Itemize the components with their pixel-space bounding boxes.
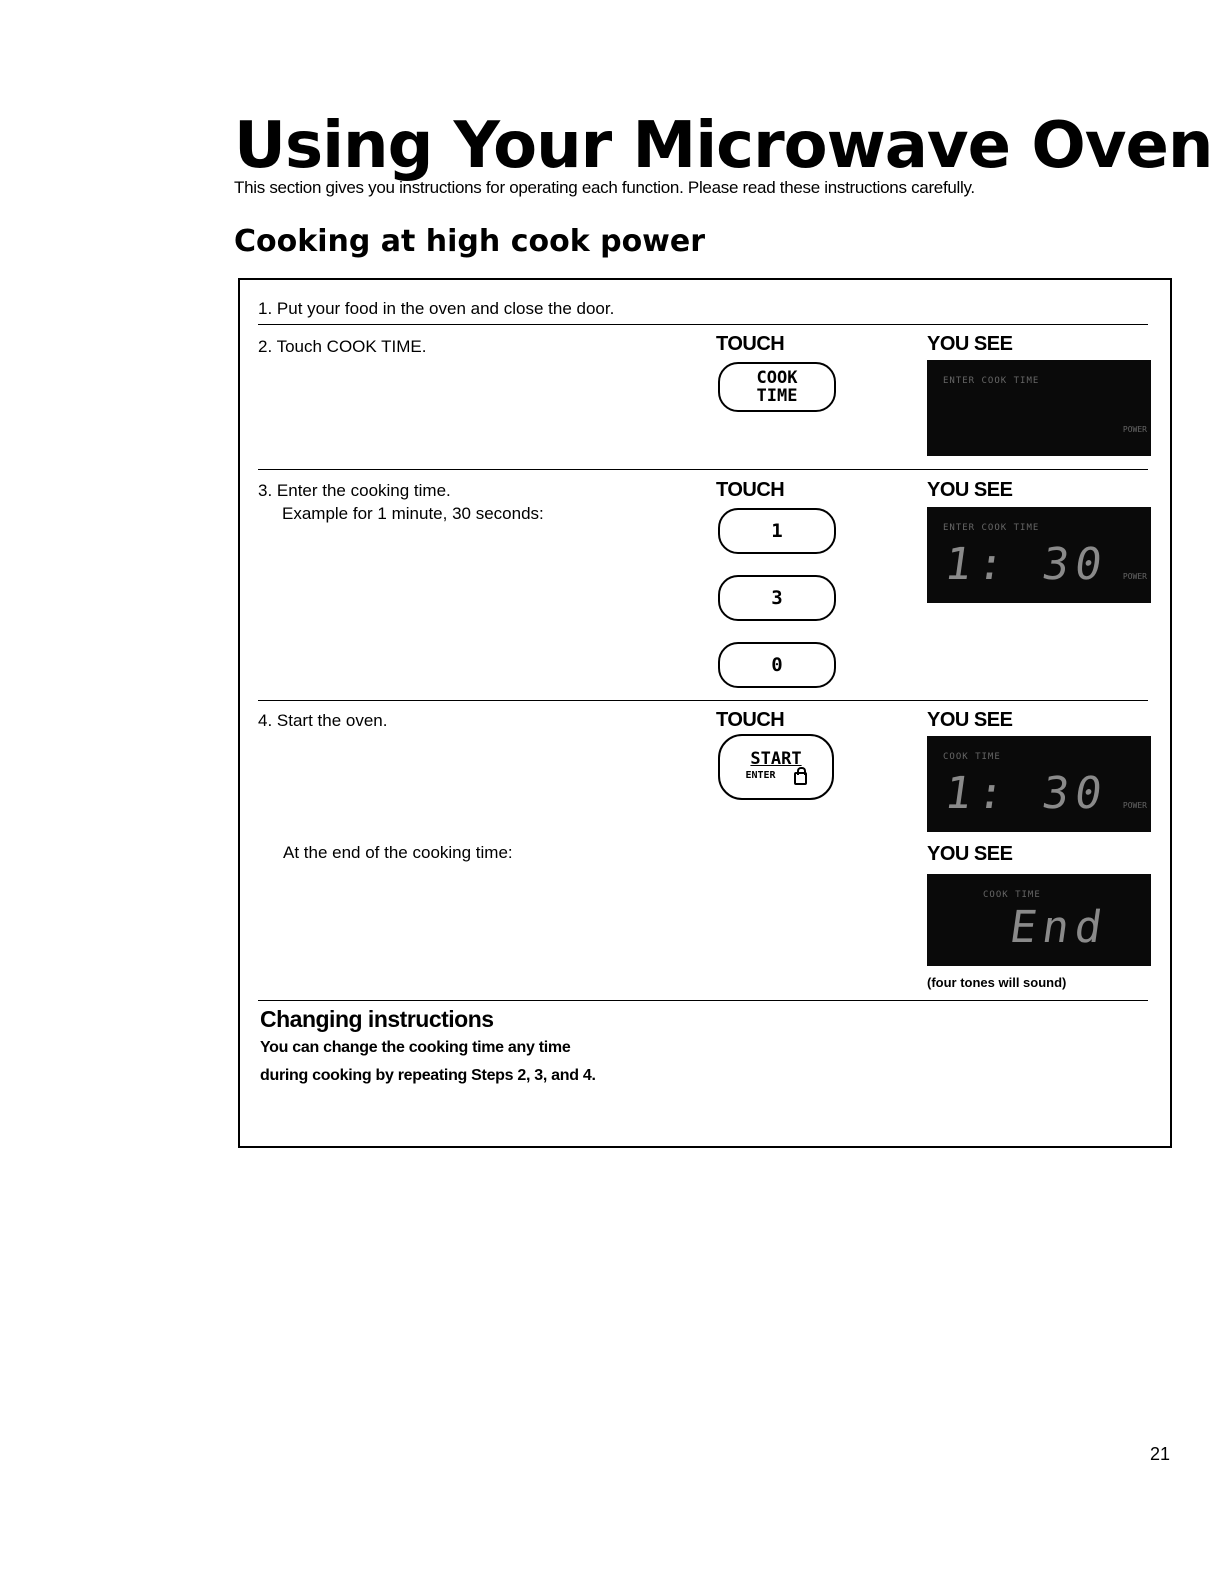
- step-3-text: 3. Enter the cooking time.: [258, 481, 451, 500]
- step-4-text: 4. Start the oven.: [258, 711, 388, 730]
- digit-1-key[interactable]: [718, 508, 836, 554]
- digit-1-key-label: 1: [771, 519, 783, 542]
- display-step-3: [927, 507, 1151, 603]
- lock-icon: [794, 772, 807, 785]
- touch-heading: TOUCH: [716, 333, 785, 355]
- divider: [258, 700, 1148, 701]
- section-title: Cooking at high cook power: [234, 224, 706, 259]
- display-power-indicator: POWER: [1122, 801, 1147, 810]
- divider: [258, 469, 1148, 470]
- display-end: [927, 874, 1151, 966]
- tones-note: (four tones will sound): [927, 975, 1067, 990]
- page-subtitle: This section gives you instructions for operating each function. Please read these instructions carefully.: [234, 178, 975, 197]
- display-indicators: COOK TIME: [983, 890, 1041, 900]
- cook-time-key[interactable]: [718, 362, 836, 412]
- display-indicators: ENTER COOK TIME: [943, 523, 1040, 533]
- step-3-example: Example for 1 minute, 30 seconds:: [282, 504, 544, 523]
- you-see-heading: YOU SEE: [927, 333, 1013, 355]
- changing-line-1: You can change the cooking time any time: [260, 1039, 571, 1056]
- page-title: Using Your Microwave Oven: [234, 109, 1213, 183]
- display-step-2: [927, 360, 1151, 456]
- display-readout: 1: 30: [941, 768, 1111, 819]
- page-number: 21: [1150, 1444, 1171, 1464]
- display-step-4: [927, 736, 1151, 832]
- start-key-label: START: [750, 748, 802, 769]
- cook-time-key-line2: TIME: [756, 386, 798, 406]
- changing-instructions-heading: Changing instructions: [260, 1006, 494, 1032]
- digit-0-key-label: 0: [771, 653, 783, 676]
- start-enter-key[interactable]: [718, 734, 834, 800]
- step-1-text: 1. Put your food in the oven and close the door.: [258, 299, 615, 318]
- step-2-text: 2. Touch COOK TIME.: [258, 337, 427, 356]
- digit-3-key-label: 3: [771, 586, 783, 609]
- display-indicators: ENTER COOK TIME: [943, 376, 1040, 386]
- touch-heading: TOUCH: [716, 479, 785, 501]
- enter-key-label: ENTER: [745, 770, 776, 781]
- divider: [258, 324, 1148, 325]
- you-see-heading: YOU SEE: [927, 843, 1013, 865]
- changing-instructions-body: [260, 1034, 596, 1090]
- you-see-heading: YOU SEE: [927, 709, 1013, 731]
- display-readout: 1: 30: [941, 539, 1111, 590]
- changing-line-2: during cooking by repeating Steps 2, 3, and 4.: [260, 1067, 596, 1084]
- digit-0-key[interactable]: [718, 642, 836, 688]
- display-indicators: COOK TIME: [943, 752, 1001, 762]
- divider: [258, 1000, 1148, 1001]
- display-power-indicator: POWER: [1122, 425, 1147, 434]
- cook-time-key-line1: COOK: [756, 368, 798, 388]
- display-readout: End: [1006, 902, 1111, 953]
- end-of-cooking-text: At the end of the cooking time:: [283, 843, 513, 862]
- display-power-indicator: POWER: [1122, 572, 1147, 581]
- you-see-heading: YOU SEE: [927, 479, 1013, 501]
- touch-heading: TOUCH: [716, 709, 785, 731]
- digit-3-key[interactable]: [718, 575, 836, 621]
